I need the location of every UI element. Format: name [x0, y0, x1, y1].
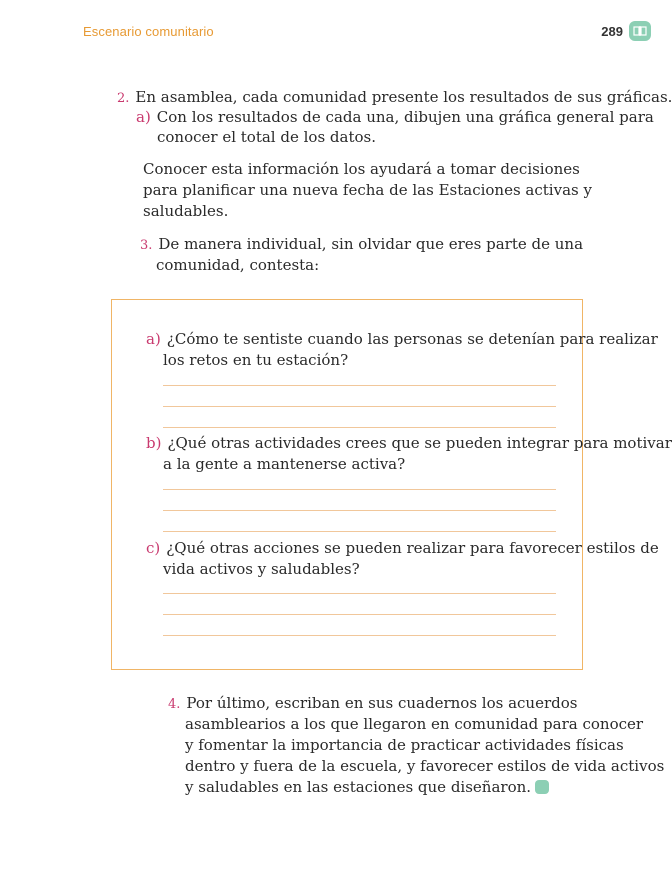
- answer-line[interactable]: [163, 593, 556, 594]
- answer-line[interactable]: [163, 385, 556, 386]
- paragraph-line: para planificar una nueva fecha de las Estaciones activas y: [143, 181, 592, 199]
- item-number: 2.: [117, 91, 130, 106]
- item-4-line: [185, 776, 549, 798]
- item-text: De manera individual, sin olvidar que eres parte de una: [158, 235, 584, 253]
- question-b-continued: a la gente a mantenerse activa?: [163, 455, 406, 473]
- page-number: 289: [601, 23, 623, 39]
- item-text: En asamblea, cada comunidad presente los resultados de sus gráficas.: [135, 88, 672, 106]
- question-c-continued: vida activos y saludables?: [163, 560, 360, 578]
- question-text: ¿Cómo te sentiste cuando las personas se detenían para realizar: [166, 330, 658, 348]
- item-4-line: dentro y fuera de la escuela, y favorecer estilos de vida activos: [185, 757, 665, 775]
- item-2a: [136, 106, 654, 128]
- question-a: [146, 328, 658, 350]
- answer-line[interactable]: [163, 489, 556, 490]
- question-text: ¿Qué otras actividades crees que se pueden integrar para motivar: [167, 434, 672, 452]
- question-letter: b): [146, 434, 162, 452]
- answer-line[interactable]: [163, 427, 556, 428]
- paragraph-line: Conocer esta información los ayudará a tomar decisiones: [143, 160, 580, 178]
- book-icon: [629, 21, 651, 41]
- question-letter: a): [146, 330, 161, 348]
- answer-line[interactable]: [163, 531, 556, 532]
- item-3-continued: comunidad, contesta:: [156, 256, 320, 274]
- header-right: [601, 21, 651, 41]
- item-text: Por último, escriban en sus cuadernos los acuerdos: [186, 694, 578, 712]
- question-letter: c): [146, 539, 161, 557]
- item-4-line: y fomentar la importancia de practicar actividades físicas: [185, 736, 624, 754]
- answer-line[interactable]: [163, 635, 556, 636]
- notebook-icon: [535, 780, 549, 794]
- item-number: 3.: [140, 238, 153, 253]
- item-number: 4.: [168, 697, 181, 712]
- item-text: Con los resultados de cada una, dibujen una gráfica general para: [156, 108, 654, 126]
- item-4-line: asamblearios a los que llegaron en comunidad para conocer: [185, 715, 644, 733]
- answer-line[interactable]: [163, 614, 556, 615]
- question-a-continued: los retos en tu estación?: [163, 351, 349, 369]
- question-c: [146, 537, 659, 559]
- answer-line[interactable]: [163, 406, 556, 407]
- item-text: y saludables en las estaciones que diseñaron.: [185, 778, 532, 796]
- header-section-title: Escenario comunitario: [83, 24, 214, 39]
- question-b: [146, 432, 672, 454]
- answer-line[interactable]: [163, 510, 556, 511]
- book-icon-glyph: [633, 25, 647, 37]
- item-2a-continued: conocer el total de los datos.: [157, 128, 376, 146]
- paragraph-line: saludables.: [143, 202, 229, 220]
- question-text: ¿Qué otras acciones se pueden realizar para favorecer estilos de: [166, 539, 659, 557]
- item-letter: a): [136, 108, 151, 126]
